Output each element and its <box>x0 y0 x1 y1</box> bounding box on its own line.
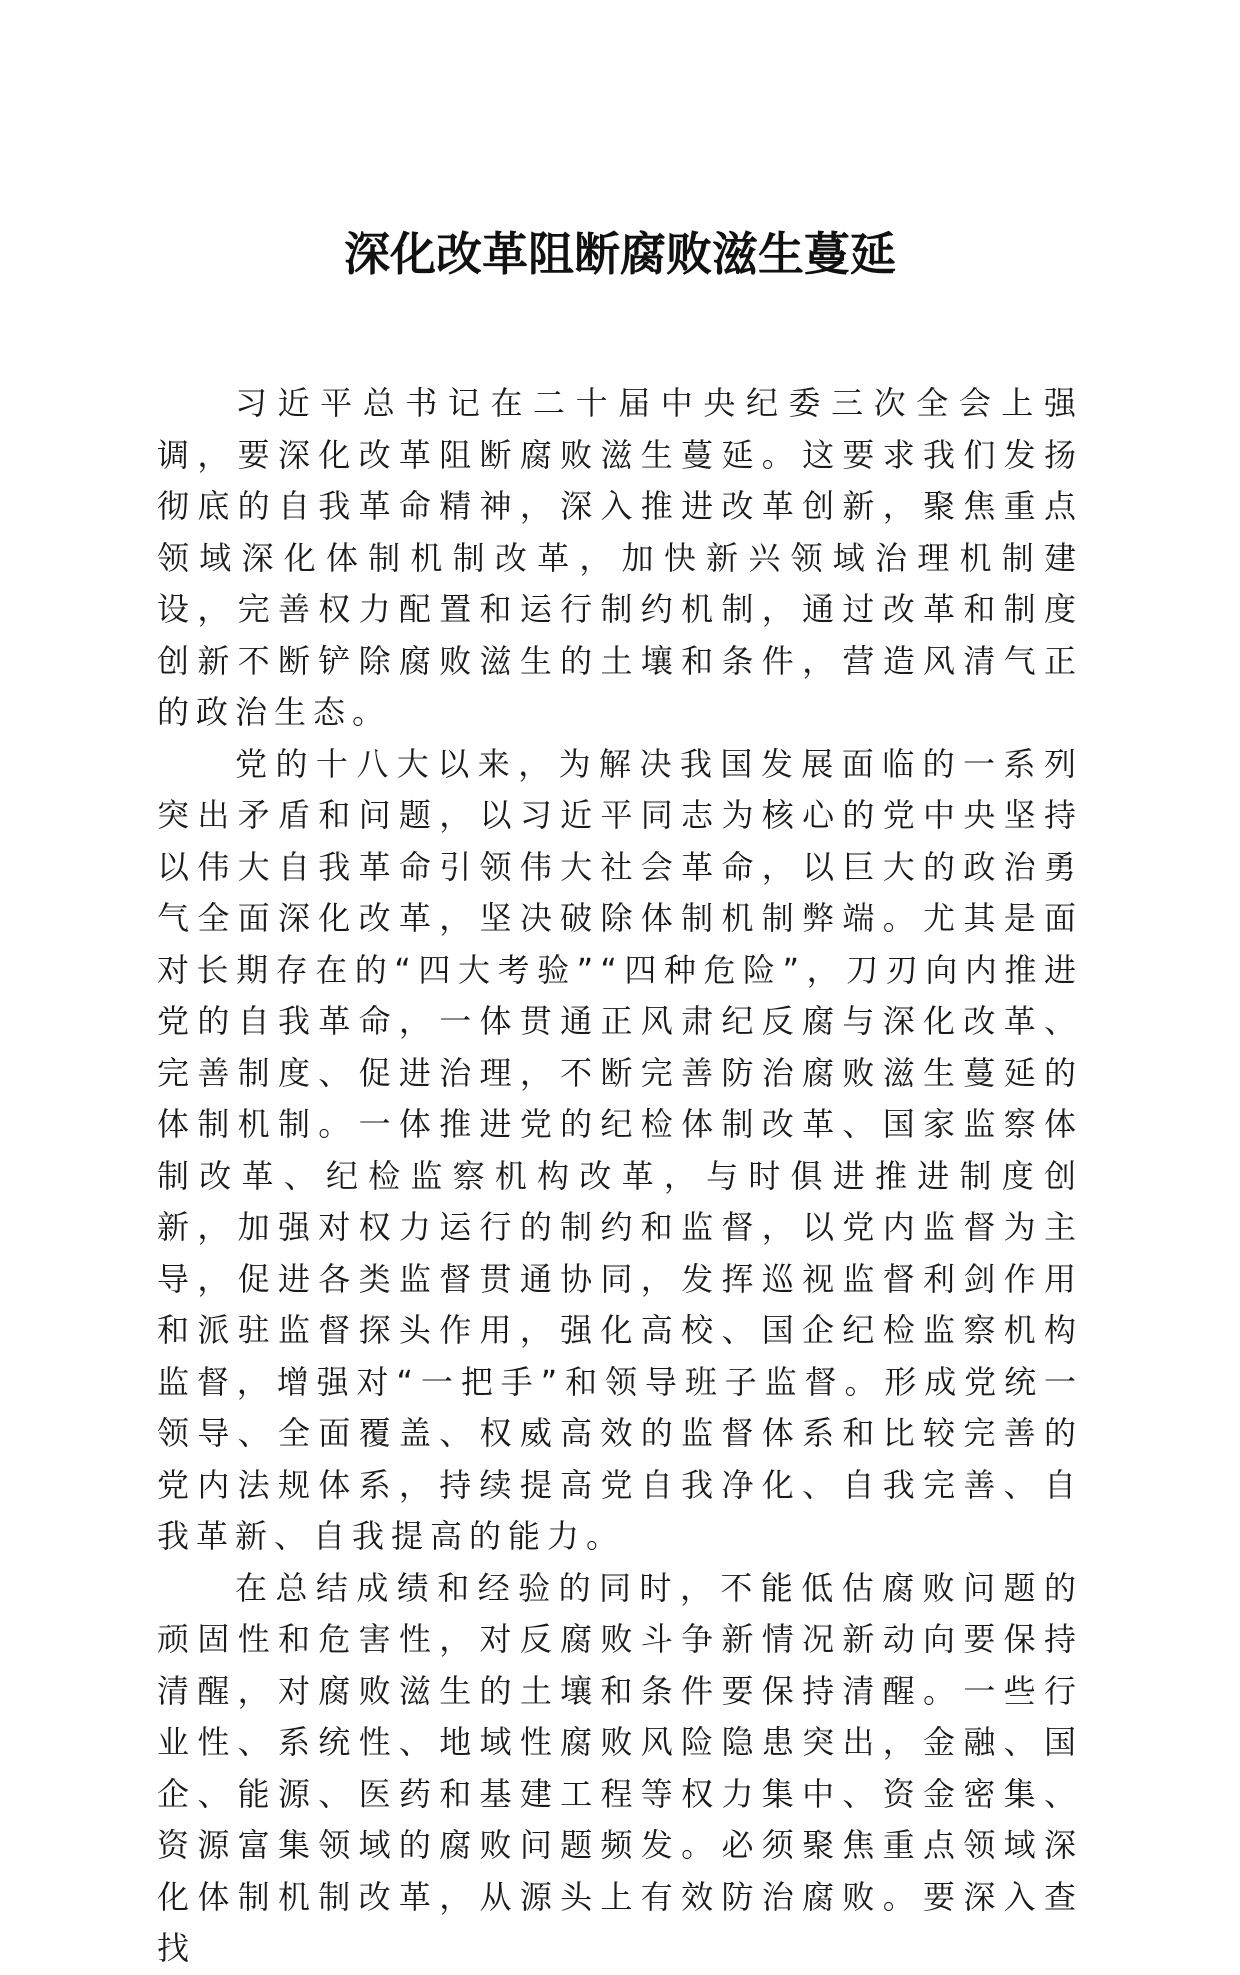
paragraph-1: 习近平总书记在二十届中央纪委三次全会上强调，要深化改革阻断腐败滋生蔓延。这要求我们发扬彻底的自我革命精神，深入推进改革创新，聚焦重点领域深化体制机制改革，加快新兴领域治理机制建设，完善权力配置和运行制约机制，通过改革和制度创新不断铲除腐败滋生的土壤和条件，营造风清气正的政治生态。 <box>157 384 1083 731</box>
document-title: 深化改革阻断腐败滋生蔓延 <box>344 227 896 281</box>
document-body <box>157 378 1083 1975</box>
paragraph-2: 党的十八大以来，为解决我国发展面临的一系列突出矛盾和问题，以习近平同志为核心的党中央坚持以伟大自我革命引领伟大社会革命，以巨大的政治勇气全面深化改革，坚决破除体制机制弊端。尤其是面对长期存在的“四大考验”“四种危险”，刀刃向内推进党的自我革命，一体贯通正风肃纪反腐与深化改革、完善制度、促进治理，不断完善防治腐败滋生蔓延的体制机制。一体推进党的纪检体制改革、国家监察体制改革、纪检监察机构改革，与时俱进推进制度创新，加强对权力运行的制约和监督，以党内监督为主导，促进各类监督贯通协同，发挥巡视监督利剑作用和派驻监督探头作用，强化高校、国企纪检监察机构监督，增强对“一把手”和领导班子监督。形成党统一领导、全面覆盖、权威高效的监督体系和比较完善的党内法规体系，持续提高党自我净化、自我完善、自我革新、自我提高的能力。 <box>157 744 1083 1555</box>
paragraph-3: 在总结成绩和经验的同时，不能低估腐败问题的顽固性和危害性，对反腐败斗争新情况新动向要保持清醒，对腐败滋生的土壤和条件要保持清醒。一些行业性、系统性、地域性腐败风险隐患突出，金融、国企、能源、医药和基建工程等权力集中、资金密集、资源富集领域的腐败问题频发。必须聚焦重点领域深化体制机制改革，从源头上有效防治腐败。要深入查找 <box>157 1568 1083 1967</box>
